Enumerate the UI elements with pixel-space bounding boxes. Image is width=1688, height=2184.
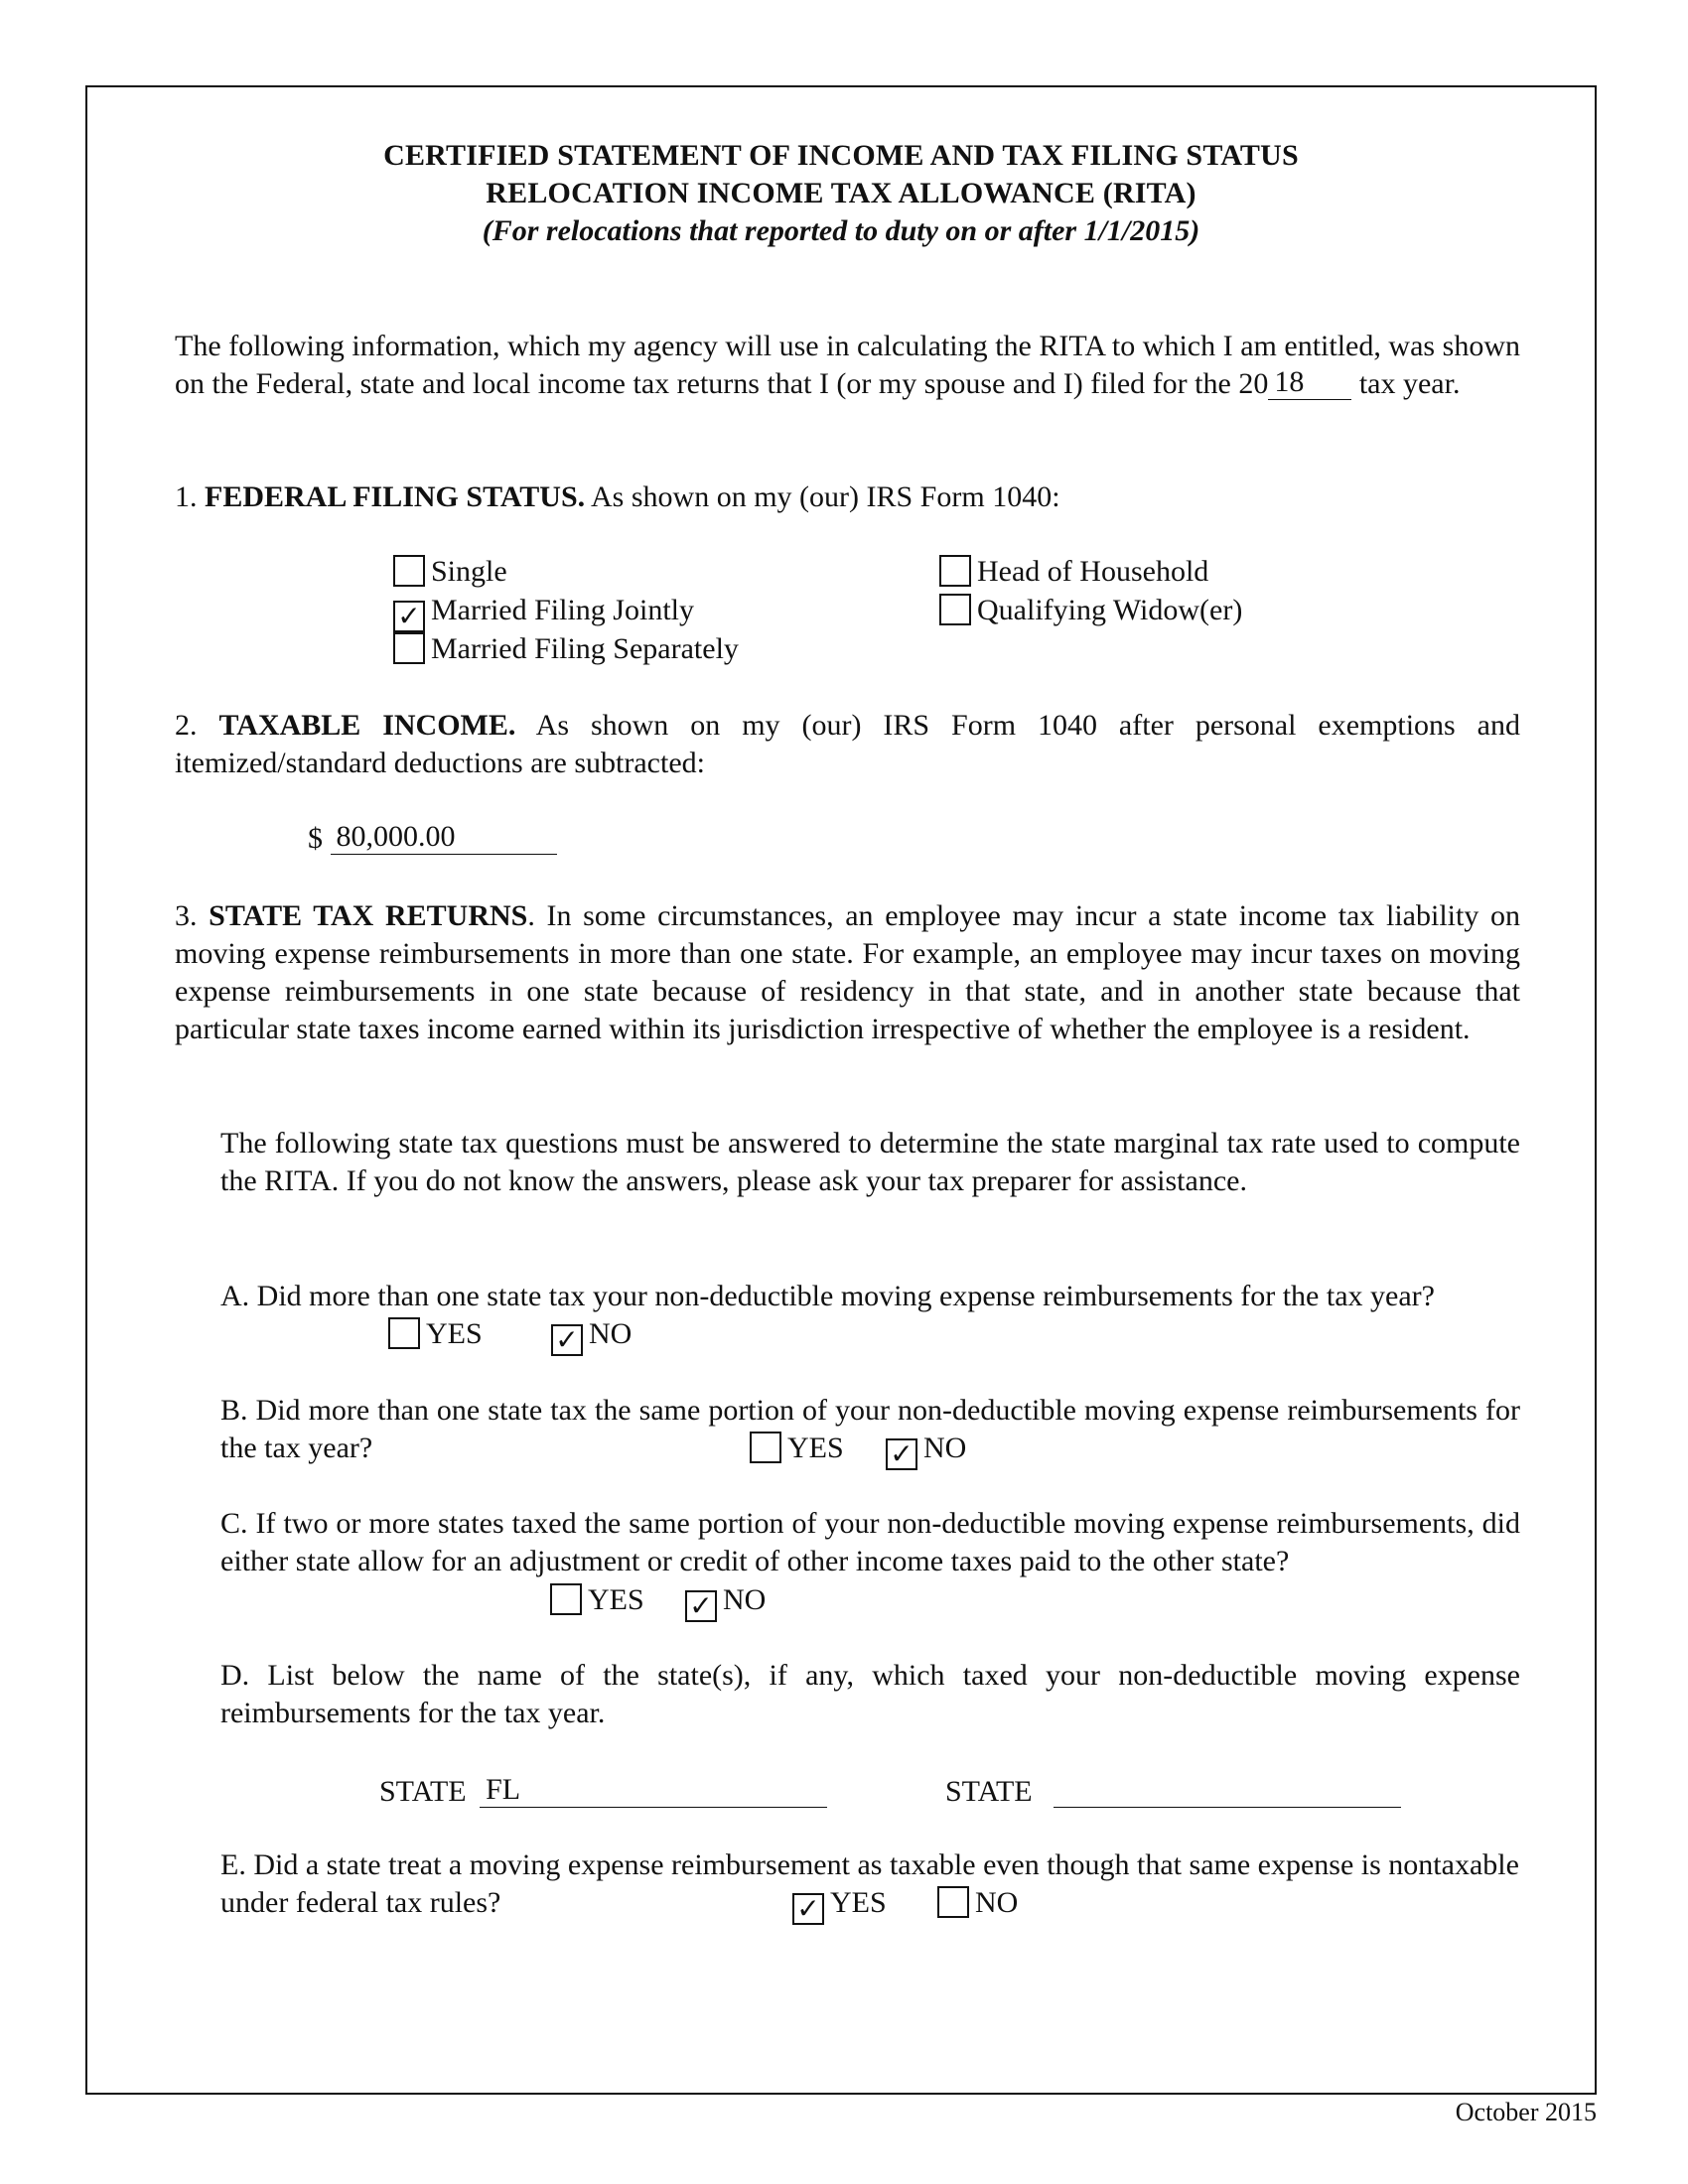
section3-heading: STATE TAX RETURNS xyxy=(209,899,528,932)
taxable-income-field[interactable] xyxy=(331,820,557,855)
checkbox-qualifying-widower[interactable] xyxy=(939,594,971,625)
taxable-income-row xyxy=(308,820,557,858)
intro-paragraph xyxy=(175,328,1520,403)
question-a-letter: A. xyxy=(220,1280,250,1312)
section1-text: As shown on my (our) IRS Form 1040: xyxy=(591,480,1060,513)
title-line-3: (For relocations that reported to duty on or after 1/1/2015) xyxy=(482,214,1200,247)
checkbox-e-yes[interactable]: ✓ xyxy=(792,1893,824,1925)
option-label: Single xyxy=(431,555,507,588)
checkbox-married-filing-jointly[interactable]: ✓ xyxy=(393,601,425,632)
question-c-yes xyxy=(550,1581,644,1619)
question-c-letter: C. xyxy=(220,1507,248,1540)
question-e-yes xyxy=(792,1884,887,1925)
state-label: STATE xyxy=(945,1775,1033,1808)
no-label: NO xyxy=(723,1583,767,1616)
section-taxable-income xyxy=(175,707,1520,782)
section-federal-filing-status xyxy=(175,478,1520,516)
checkbox-b-no[interactable]: ✓ xyxy=(886,1438,917,1470)
section3-number: 3. xyxy=(175,899,198,932)
checkbox-married-filing-separately[interactable] xyxy=(393,632,425,664)
section1-number: 1. xyxy=(175,480,198,513)
state-1-field[interactable] xyxy=(480,1773,827,1808)
question-b xyxy=(220,1392,1520,1467)
option-label: Married Filing Jointly xyxy=(431,594,694,626)
tax-year-suffix: tax year. xyxy=(1358,367,1461,400)
question-e-letter: E. xyxy=(220,1848,246,1881)
state-tax-instructions: The following state tax questions must be answered to determine the state marginal tax rate used to compute the RITA. If you do not know the answers, please ask your tax preparer for assistance. xyxy=(220,1127,1520,1197)
yes-label: YES xyxy=(830,1886,887,1919)
title-line-1: CERTIFIED STATEMENT OF INCOME AND TAX FILING STATUS xyxy=(383,139,1299,172)
section1-heading: FEDERAL FILING STATUS. xyxy=(205,480,586,513)
revision-date: October 2015 xyxy=(1455,2098,1597,2126)
currency-symbol: $ xyxy=(308,822,323,855)
question-c-text: If two or more states taxed the same portion of your non-deductible moving expense reimbursements, did either state allow for an adjustment or credit of other income taxes paid to the other state? xyxy=(220,1507,1521,1577)
no-label: NO xyxy=(975,1886,1019,1919)
state-2-field[interactable] xyxy=(1054,1777,1401,1808)
question-b-letter: B. xyxy=(220,1394,248,1427)
section2-number: 2. xyxy=(175,709,198,742)
option-qualifying-widower[interactable] xyxy=(939,592,1242,629)
checkbox-single[interactable] xyxy=(393,555,425,587)
intro-text: The following information, which my agency will use in calculating the RITA to which I am entitled, was shown on the Federal, state and local income tax returns that I (or my spouse and I) filed for the xyxy=(175,330,1520,400)
no-label: NO xyxy=(589,1317,633,1350)
question-b-text: Did more than one state tax the same portion of your non-deductible moving expense reimbursements for the tax year? xyxy=(220,1394,1520,1464)
checkbox-c-no[interactable]: ✓ xyxy=(685,1590,717,1622)
checkbox-e-no[interactable] xyxy=(937,1886,969,1918)
taxable-income-value: 80,000.00 xyxy=(336,820,456,853)
question-d xyxy=(220,1657,1520,1732)
yes-label: YES xyxy=(787,1432,844,1464)
section-state-tax-returns xyxy=(175,897,1520,1048)
question-c xyxy=(220,1505,1520,1580)
question-a-text: Did more than one state tax your non-deductible moving expense reimbursements for the tax year? xyxy=(256,1280,1435,1312)
option-single[interactable] xyxy=(393,553,507,591)
checkbox-a-yes[interactable] xyxy=(388,1317,420,1349)
option-label: Married Filing Separately xyxy=(431,632,739,665)
yes-label: YES xyxy=(588,1583,644,1616)
question-b-yes xyxy=(750,1430,844,1467)
question-e-text: Did a state treat a moving expense reimbursement as taxable even though that same expense is nontaxable under federal tax rules? xyxy=(220,1848,1519,1919)
question-a xyxy=(220,1278,1520,1315)
checkbox-c-yes[interactable] xyxy=(550,1583,582,1615)
state-2-row xyxy=(945,1773,1401,1811)
yes-label: YES xyxy=(426,1317,483,1350)
question-a-no xyxy=(551,1315,632,1356)
question-d-text: List below the name of the state(s), if any, which taxed your non-deductible moving expense reimbursements for the tax year. xyxy=(220,1659,1520,1729)
state-1-row xyxy=(379,1773,827,1811)
checkbox-b-yes[interactable] xyxy=(750,1432,781,1463)
question-b-no xyxy=(886,1430,966,1470)
section3-text: . In some circumstances, an employee may incur a state income tax liability on moving expense reimbursements in more than one state. For example, an employee may incur taxes on moving expense reimbursements in one state because of residency in that state, and in another state because that particular state taxes income earned within its jurisdiction irrespective of whether the employee is a resident. xyxy=(175,899,1520,1045)
tax-year-prefix: 20 xyxy=(1238,367,1269,400)
option-married-filing-separately[interactable] xyxy=(393,630,739,668)
title-line-2: RELOCATION INCOME TAX ALLOWANCE (RITA) xyxy=(486,177,1196,209)
option-married-filing-jointly[interactable] xyxy=(393,592,694,632)
section2-heading: TAXABLE INCOME. xyxy=(218,709,516,742)
option-head-of-household[interactable] xyxy=(939,553,1208,591)
question-d-letter: D. xyxy=(220,1659,250,1692)
checkbox-a-no[interactable]: ✓ xyxy=(551,1324,583,1356)
form-title xyxy=(85,137,1597,250)
question-a-answers xyxy=(388,1315,483,1353)
tax-year-field[interactable] xyxy=(1268,365,1351,400)
question-c-no xyxy=(685,1581,766,1622)
no-label: NO xyxy=(923,1432,967,1464)
state-2-value xyxy=(1054,1773,1067,1806)
section2-text: As shown on my (our) IRS Form 1040 after personal exemptions and itemized/standard deductions are subtracted: xyxy=(175,709,1520,779)
option-label: Qualifying Widow(er) xyxy=(977,594,1243,626)
state-1-value: FL xyxy=(486,1773,521,1806)
question-e-no xyxy=(937,1884,1018,1922)
option-label: Head of Household xyxy=(977,555,1209,588)
checkbox-head-of-household[interactable] xyxy=(939,555,971,587)
state-label: STATE xyxy=(379,1775,467,1808)
tax-year-value: 18 xyxy=(1274,365,1305,398)
